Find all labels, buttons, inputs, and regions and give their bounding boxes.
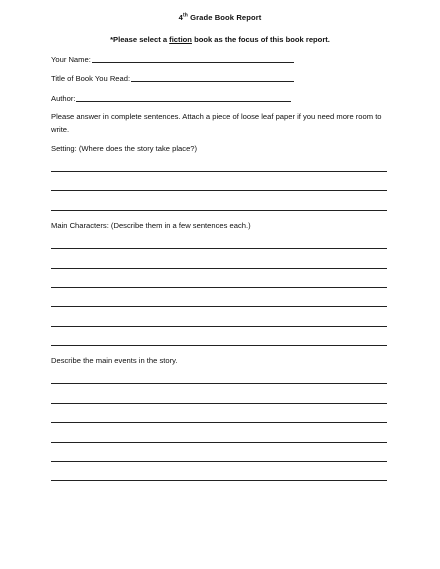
events-answer-line[interactable] — [51, 422, 387, 423]
title-text: Grade Book Report — [187, 13, 262, 22]
events-answer-line[interactable] — [51, 461, 387, 462]
events-answer-line[interactable] — [51, 442, 387, 443]
name-label: Your Name: — [51, 55, 91, 64]
characters-answer-line[interactable] — [51, 345, 387, 346]
characters-answer-line[interactable] — [51, 268, 387, 269]
setting-question: Setting: (Where does the story take place?) — [51, 144, 198, 153]
characters-question: Main Characters: (Describe them in a few sentences each.) — [51, 221, 251, 230]
author-label: Author: — [51, 94, 76, 103]
instruction-emphasis: fiction — [169, 35, 192, 44]
directions-text: Please answer in complete sentences. Attach a piece of loose leaf paper if you need more room to write. — [51, 112, 382, 134]
characters-answer-line[interactable] — [51, 306, 387, 307]
setting-answer-line[interactable] — [51, 210, 387, 211]
characters-answer-line[interactable] — [51, 287, 387, 288]
characters-answer-line[interactable] — [51, 248, 387, 249]
page-title — [0, 13, 440, 22]
events-answer-line[interactable] — [51, 403, 387, 404]
grade-suffix: th — [182, 12, 188, 19]
author-field[interactable] — [51, 94, 291, 103]
book-title-label: Title of Book You Read: — [51, 74, 131, 83]
events-question: Describe the main events in the story. — [51, 356, 178, 365]
events-answer-line[interactable] — [51, 480, 387, 481]
name-field[interactable] — [51, 55, 294, 64]
characters-answer-line[interactable] — [51, 326, 387, 327]
author-answer-line[interactable] — [76, 94, 291, 102]
book-title-field[interactable] — [51, 74, 294, 83]
name-answer-line[interactable] — [92, 55, 294, 63]
instruction-prefix: *Please select a — [110, 35, 170, 44]
setting-answer-line[interactable] — [51, 190, 387, 191]
setting-answer-line[interactable] — [51, 171, 387, 172]
book-title-answer-line[interactable] — [131, 74, 294, 82]
fiction-instruction — [0, 35, 440, 44]
instruction-suffix: book as the focus of this book report. — [191, 35, 330, 44]
events-answer-line[interactable] — [51, 383, 387, 384]
grade-number: 4 — [178, 13, 183, 22]
